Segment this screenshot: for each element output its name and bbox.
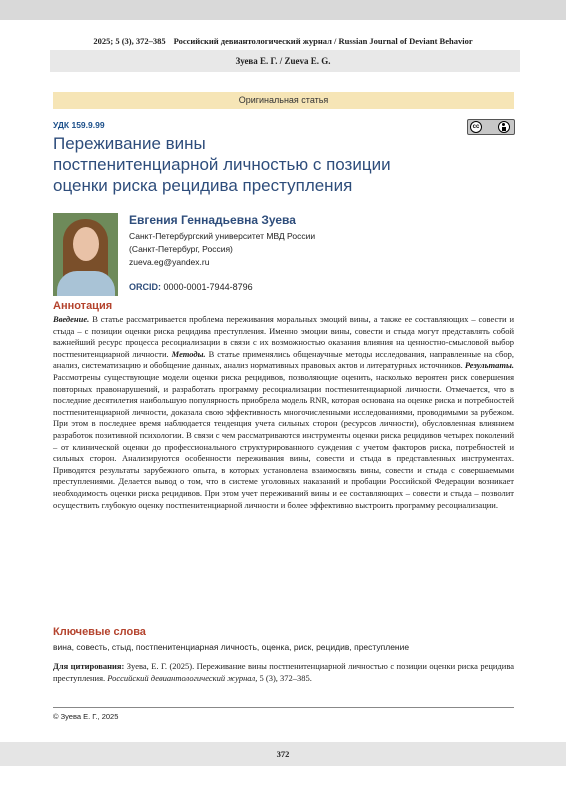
top-bar — [0, 0, 566, 20]
citation-label: Для цитирования: — [53, 661, 125, 671]
journal-header — [0, 36, 566, 46]
journal-name: Российский девиантологический журнал / Russian Journal of Deviant Behavior — [173, 36, 473, 46]
article-title — [53, 133, 493, 196]
orcid[interactable] — [129, 282, 253, 292]
volume-info: 2025; 5 (3), 372–385 — [93, 36, 166, 46]
author-name: Евгения Геннадьевна Зуева — [129, 213, 296, 227]
citation-text: Зуева, Е. Г. (2025). Переживание вины постпенитенциарной личностью с позиции оценки риска рецидива преступления. — [53, 661, 514, 683]
title-line: постпенитенциарной личностью с позиции — [53, 155, 391, 174]
abstract-intro-label: Введение. — [53, 314, 90, 324]
abstract-methods-text: В статье применялись общенаучные методы исследования, направленные на сбор, анализ, систематизацию и обобщение данных, анализ нормативных правовых актов и литературных источников. — [53, 348, 514, 371]
annotation-heading: Аннотация — [53, 300, 113, 312]
article-type-label: Оригинальная статья — [53, 92, 514, 109]
orcid-value: 0000-0001-7944-8796 — [163, 282, 253, 292]
keywords-heading: Ключевые слова — [53, 626, 146, 638]
divider — [53, 707, 514, 708]
copyright: © Зуева Е. Г., 2025 — [53, 712, 119, 721]
abstract-text — [53, 314, 514, 511]
citation-block — [53, 660, 514, 684]
orcid-label: ORCID: — [129, 282, 161, 292]
abstract-intro-text: В статье рассматривается проблема переживания моральных эмоций вины, а также ее составляющих – совести и стыда – с позиции оценки риска рецидива преступления. Именно эмоции вины, совести и стыда могут представлять собой важнейший ресурс процесса ресоциализации в связи с их возможностью оказания влияния на ценностно-смысловой выбор постпенитенциарной личности. — [53, 314, 514, 359]
affiliation-line: (Санкт-Петербург, Россия) — [129, 244, 233, 254]
title-line: оценки риска рецидива преступления — [53, 176, 353, 195]
by-attribution-icon — [498, 121, 510, 133]
citation-tail: 5 (3), 372–385. — [257, 673, 312, 683]
page-number: 372 — [276, 749, 290, 759]
authors-running-head: Зуева Е. Г. / Zueva E. G. — [235, 56, 331, 66]
author-photo — [53, 213, 118, 296]
author-email[interactable]: zueva.eg@yandex.ru — [129, 257, 210, 267]
affiliation-line: Санкт-Петербургский университет МВД России — [129, 231, 316, 241]
udk-code: УДК 159.9.99 — [53, 120, 105, 130]
author-affiliation — [129, 230, 315, 269]
abstract-methods-label: Методы. — [171, 348, 206, 359]
abstract-results-label: Результаты. — [464, 360, 514, 371]
cc-icon: cc — [470, 121, 482, 133]
citation-journal: Российский девиантологический журнал, — [107, 673, 258, 683]
title-line: Переживание вины — [53, 134, 206, 153]
abstract-results-text: Рассмотрены существующие модели оценки риска рецидивов, позволяющие оценить, насколько вероятен риск совершения повторных правонарушений, и разработать программу ресоциализации постпенитенциарной личности. Отмечается, что в последние десятилетия наибольшую популярность приобрела модель RNR, которая основана на оценке риска и потребностей постпенитенциарной личности, доказала свою эффективность многочисленными исследованиями, проводимыми за рубежом. При этом в последнее время наблюдается тенденция учета сильных сторон (ресурсов личности), обусловленная влиянием разработок позитивной психологии. В связи с чем рассматриваются инструменты оценки риска рецидивов четырех поколений – от клинической оценки до профессионального структурированного суждения с учетом факторов риска, потребностей и сильных сторон. Анализируются особенности переживания вины, совести и стыда в представленных инструментах. Приводятся результаты зарубежного опыта, в которых установлена взаимосвязь вины, совести и стыда с совершаемыми преступлениями. Делается вывод о том, что в системе уголовных наказаний и пробации Российской Федерации возникает необходимость оценки риска рецидивов. При этом учет переживаний вины и ее составляющих – совести и стыда – позволит осуществить глубокую оценку постпенитенциарной личности и более эффективно выстроить программу ресоциализации. — [53, 371, 514, 510]
keywords-text: вина, совесть, стыд, постпенитенциарная личность, оценка, риск, рецидив, преступление — [53, 642, 410, 652]
